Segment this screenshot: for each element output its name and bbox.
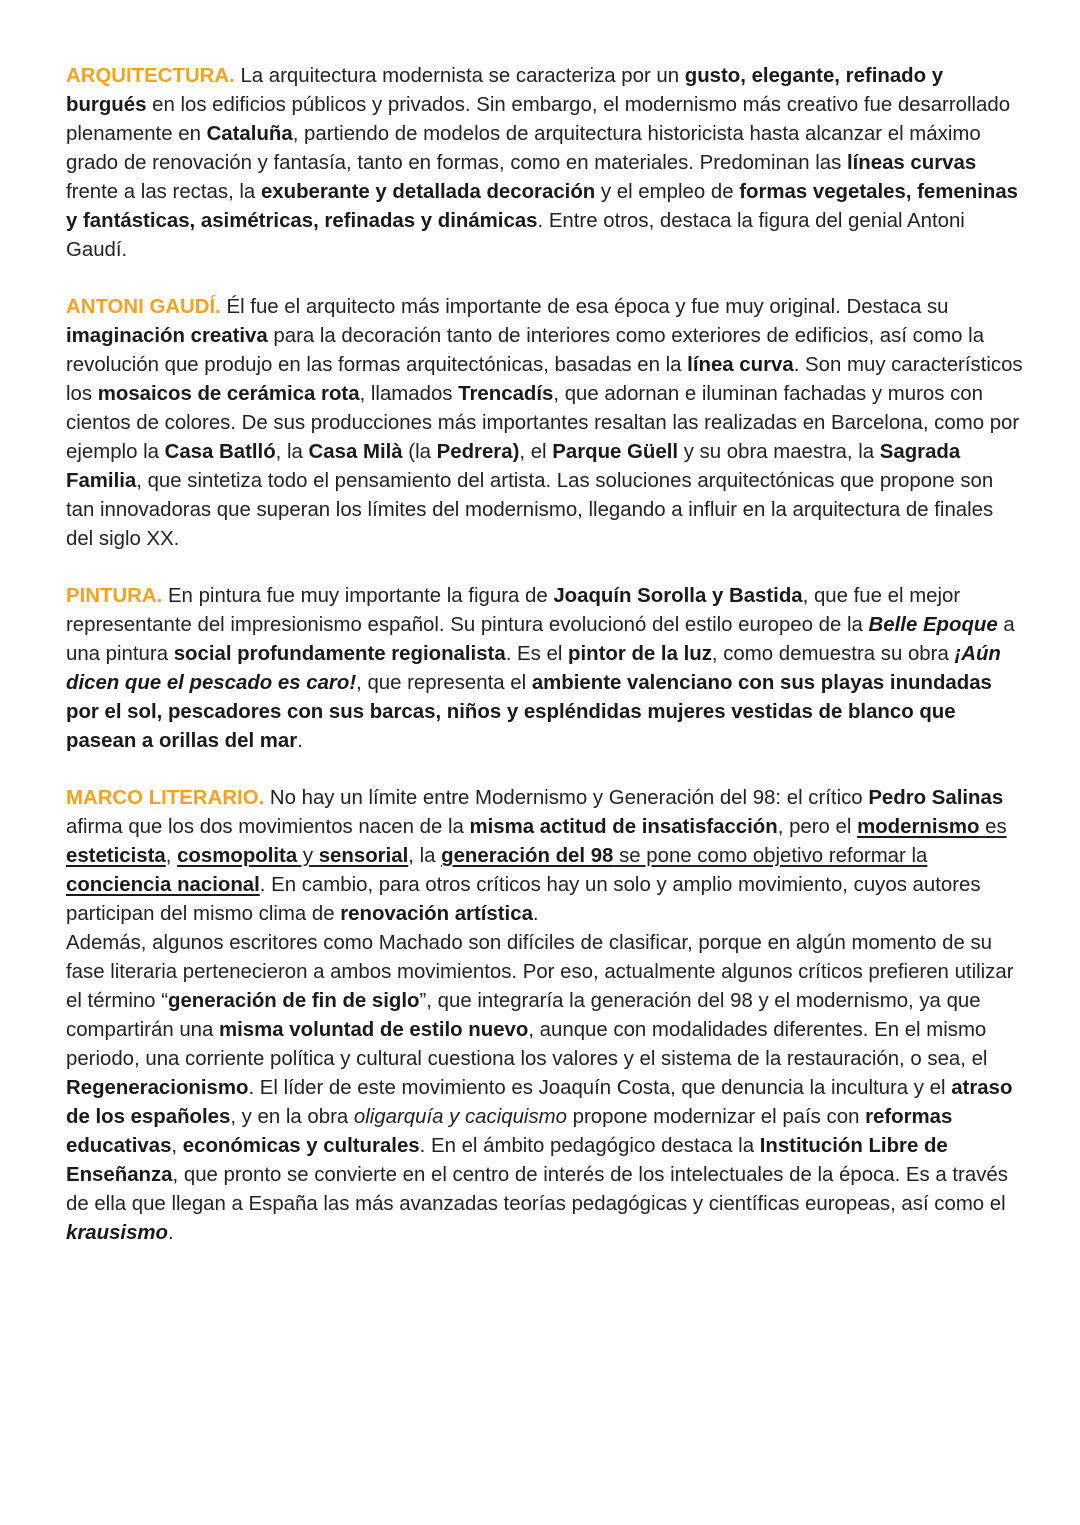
text-run: , que representa el bbox=[356, 672, 532, 694]
text-run: , y en la obra bbox=[230, 1106, 354, 1128]
text-run: . Entre otros, destaca la figura del genial Antoni Gaudí. bbox=[66, 210, 965, 261]
text-run: , que adornan e iluminan fachadas y muros con cientos de colores. De sus producciones más importantes resaltan las realizadas en Barcelona, como por ejemplo la bbox=[66, 383, 1020, 463]
bold-underlined-text: sensorial bbox=[318, 845, 409, 867]
bold-text: Sagrada Familia bbox=[66, 441, 961, 492]
bold-text: exuberante y detallada decoración bbox=[260, 181, 596, 203]
document-page bbox=[66, 62, 1024, 1248]
bold-text: gusto, elegante, refinado y burgués bbox=[66, 65, 944, 116]
bold-text: económicas y culturales bbox=[182, 1135, 420, 1157]
bold-text: Joaquín Sorolla y Bastida bbox=[553, 585, 803, 607]
section-marco-literario-continued bbox=[66, 929, 1024, 1248]
text-run: frente a las rectas, la bbox=[66, 181, 261, 203]
bold-text: misma voluntad de estilo nuevo bbox=[219, 1019, 529, 1041]
text-run: , bbox=[171, 1135, 183, 1157]
bold-text: Casa Milà bbox=[308, 441, 403, 463]
bold-text: Casa Batlló bbox=[164, 441, 276, 463]
underlined-text: y bbox=[297, 845, 319, 867]
section-pintura bbox=[66, 582, 1024, 756]
text-run: , llamados bbox=[359, 383, 459, 405]
text-run: ”, que integraría la generación del 98 y el modernismo, ya que compartirán una bbox=[66, 990, 981, 1041]
bold-text: reformas educativas bbox=[66, 1106, 953, 1157]
bold-italic-text: ¡Aún dicen que el pescado es caro! bbox=[66, 643, 1001, 694]
bold-text: Pedro Salinas bbox=[868, 787, 1004, 809]
underlined-text: es bbox=[979, 816, 1007, 838]
text-run: . bbox=[532, 903, 539, 925]
bold-underlined-text: esteticista bbox=[66, 845, 166, 867]
text-run: , que sintetiza todo el pensamiento del artista. Las soluciones arquitectónicas que propone son tan innovadoras que superan los límites del modernismo, llegando a influir en la arquitectura de finales del siglo XX. bbox=[66, 470, 994, 550]
text-run: , que fue el mejor representante del impresionismo español. Su pintura evolucionó del estilo europeo de la bbox=[66, 585, 961, 636]
bold-text: Pedrera) bbox=[436, 441, 520, 463]
text-run: y su obra maestra, la bbox=[678, 441, 880, 463]
section-antoni-gaudi bbox=[66, 293, 1024, 554]
text-run: No hay un límite entre Modernismo y Generación del 98: el crítico bbox=[264, 787, 869, 809]
section-heading: PINTURA. bbox=[66, 585, 163, 607]
text-run: , pero el bbox=[777, 816, 858, 838]
bold-italic-text: krausismo bbox=[66, 1222, 169, 1244]
text-run: La arquitectura modernista se caracteriza por un bbox=[234, 65, 685, 87]
bold-text: línea curva bbox=[687, 354, 794, 376]
section-heading: ANTONI GAUDÍ. bbox=[66, 296, 221, 318]
text-run: . bbox=[297, 730, 303, 752]
bold-text: misma actitud de insatisfacción bbox=[469, 816, 778, 838]
bold-text: generación de fin de siglo bbox=[167, 990, 420, 1012]
text-run: afirma que los dos movimientos nacen de la bbox=[66, 816, 470, 838]
bold-text: Trencadís bbox=[458, 383, 554, 405]
bold-underlined-text: conciencia nacional bbox=[66, 874, 260, 896]
text-run: Él fue el arquitecto más importante de esa época y fue muy original. Destaca su bbox=[220, 296, 949, 318]
bold-text: pintor de la luz bbox=[568, 643, 712, 665]
bold-text: imaginación creativa bbox=[66, 325, 268, 347]
text-run: , la bbox=[275, 441, 309, 463]
italic-text: oligarquía y caciquismo bbox=[353, 1106, 567, 1128]
bold-italic-text: Belle Epoque bbox=[868, 614, 998, 636]
text-run: y el empleo de bbox=[595, 181, 740, 203]
text-run: (la bbox=[402, 441, 437, 463]
text-run: . En el ámbito pedagógico destaca la bbox=[419, 1135, 760, 1157]
bold-text: ambiente valenciano con sus playas inundadas por el sol, pescadores con sus barcas, niños y espléndidas mujeres vestidas de blanco que pasean a orillas del mar bbox=[66, 672, 992, 752]
text-run: , bbox=[165, 845, 178, 867]
text-run: , como demuestra su obra bbox=[711, 643, 955, 665]
section-heading: ARQUITECTURA. bbox=[66, 65, 235, 87]
text-run: . En cambio, para otros críticos hay un solo y amplio movimiento, cuyos autores participan del mismo clima de bbox=[66, 874, 981, 925]
text-run: . bbox=[168, 1222, 174, 1244]
bold-text: líneas curvas bbox=[846, 152, 977, 174]
section-heading: MARCO LITERARIO. bbox=[66, 787, 265, 809]
text-run: , la bbox=[408, 845, 442, 867]
underlined-text: se pone como objetivo reformar la bbox=[613, 845, 928, 867]
section-marco-literario bbox=[66, 784, 1024, 929]
bold-underlined-text: generación del 98 bbox=[441, 845, 614, 867]
bold-text: atraso de los españoles bbox=[66, 1077, 1013, 1128]
text-run: . Es el bbox=[505, 643, 569, 665]
text-run: Además, algunos escritores como Machado son difíciles de clasificar, porque en algún momento de su fase literaria pertenecieron a ambos movimientos. Por eso, actualmente algunos críticos prefieren utilizar el término “ bbox=[66, 932, 1014, 1012]
text-run: a una pintura bbox=[66, 614, 1015, 665]
bold-text: social profundamente regionalista bbox=[173, 643, 506, 665]
text-run: , partiendo de modelos de arquitectura historicista hasta alcanzar el máximo grado de renovación y fantasía, tanto en formas, como en materiales. Predominan las bbox=[66, 123, 981, 174]
bold-underlined-text: modernismo bbox=[857, 816, 980, 838]
text-run: , el bbox=[519, 441, 553, 463]
bold-text: Cataluña bbox=[206, 123, 293, 145]
bold-text: mosaicos de cerámica rota bbox=[97, 383, 360, 405]
bold-text: Parque Güell bbox=[552, 441, 679, 463]
bold-text: formas vegetales, femeninas y fantásticas, asimétricas, refinadas y dinámicas bbox=[66, 181, 1019, 232]
bold-text: Institución Libre de Enseñanza bbox=[66, 1135, 948, 1186]
bold-text: renovación artística bbox=[340, 903, 533, 925]
text-run: para la decoración tanto de interiores como exteriores de edificios, así como la revolución que produjo en las formas arquitectónicas, basadas en la bbox=[66, 325, 985, 376]
bold-underlined-text: cosmopolita bbox=[177, 845, 298, 867]
text-run: , aunque con modalidades diferentes. En el mismo periodo, una corriente política y cultural cuestiona los valores y el sistema de la restauración, o sea, el bbox=[66, 1019, 988, 1070]
text-run: , que pronto se convierte en el centro de interés de los intelectuales de la época. Es a través de ella que llegan a España las más avanzadas teorías pedagógicas y científicas europeas, así como el bbox=[66, 1164, 1008, 1215]
text-run: . Son muy característicos los bbox=[66, 354, 1023, 405]
text-run: . El líder de este movimiento es Joaquín Costa, que denuncia la incultura y el bbox=[248, 1077, 952, 1099]
text-run: En pintura fue muy importante la figura de bbox=[162, 585, 554, 607]
section-arquitectura bbox=[66, 62, 1024, 265]
bold-text: Regeneracionismo bbox=[66, 1077, 249, 1099]
text-run: propone modernizar el país con bbox=[566, 1106, 866, 1128]
text-run: en los edificios públicos y privados. Sin embargo, el modernismo más creativo fue desarrollado plenamente en bbox=[66, 94, 1011, 145]
